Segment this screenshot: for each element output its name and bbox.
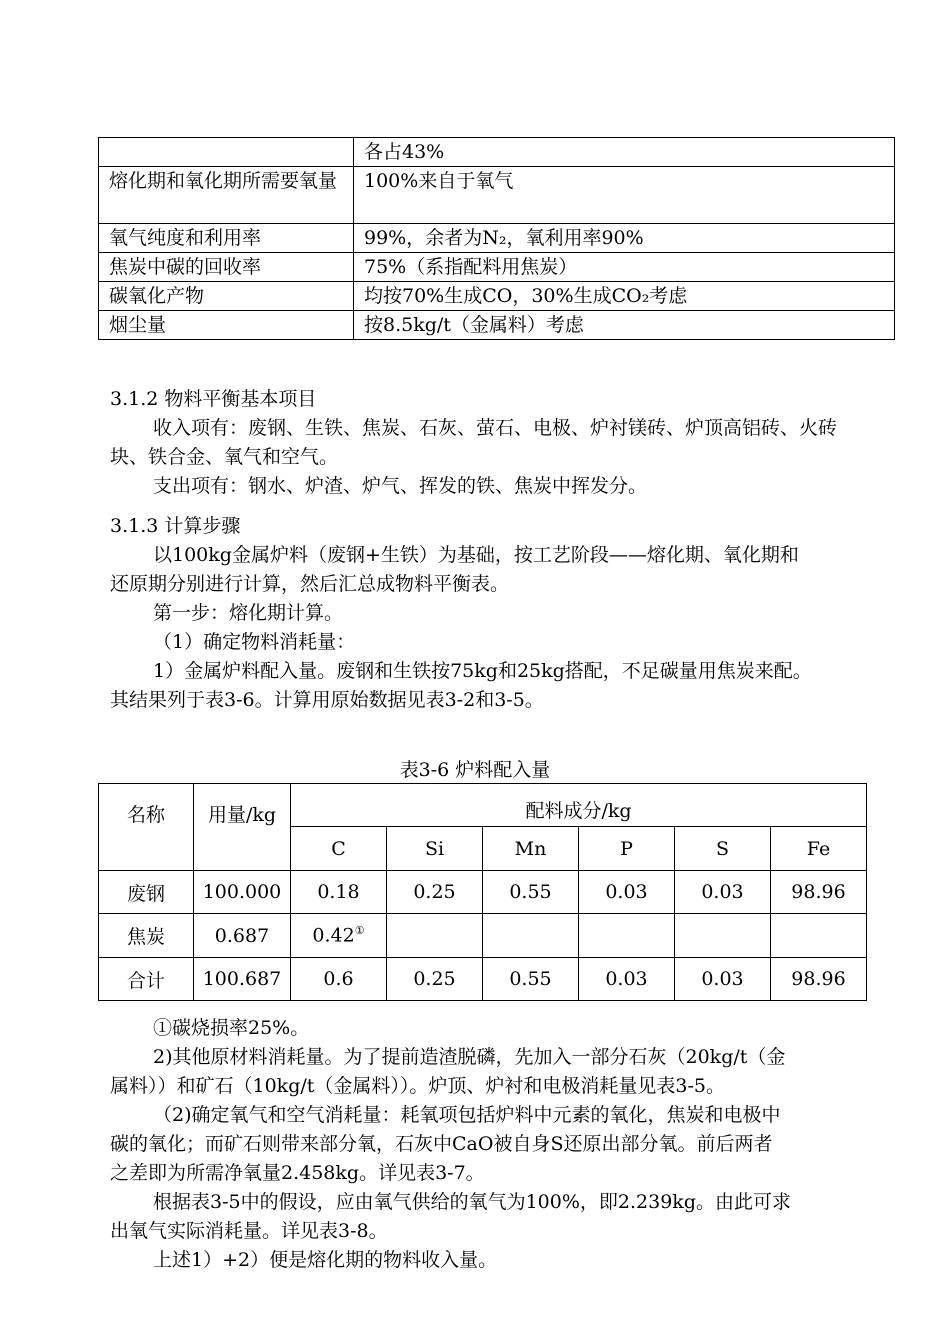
paragraph-assumption-cont: 出氧气实际消耗量。详见表3-8。 [110,1220,388,1242]
paragraph-step-one: 第一步：熔化期计算。 [153,602,344,624]
param-value: 100%来自于氧气 [354,167,895,224]
param-name: 焦炭中碳的回收率 [99,253,354,282]
cell-mn: 0.55 [483,958,579,1001]
paragraph-assumption: 根据表3-5中的假设，应由氧气供给的氧气为100%，即2.239kg。由此可求 [153,1191,791,1213]
section-heading-3-1-3: 3.1.3 计算步骤 [110,515,241,537]
param-value: 均按70%生成CO，30%生成CO₂考虑 [354,282,895,311]
paragraph-income-items-cont: 块、铁合金、氧气和空气。 [110,446,339,468]
cell-fe: 98.96 [771,958,867,1001]
paragraph-metal-charge: 1）金属炉料配入量。废钢和生铁按75kg和25kg搭配，不足碳量用焦炭来配。 [153,660,812,682]
col-header-fe: Fe [771,827,867,871]
paragraph-expense-items: 支出项有：钢水、炉渣、炉气、挥发的铁、焦炭中挥发分。 [153,475,648,497]
cell-si: 0.25 [387,958,483,1001]
param-value: 75%（系指配料用焦炭） [354,253,895,282]
cell-s: 0.03 [675,958,771,1001]
cell-c: 0.18 [291,871,387,914]
cell-mn: 0.55 [483,871,579,914]
table-row [99,914,867,958]
cell-s: 0.03 [675,871,771,914]
table-caption: 表3-6 炉料配入量 [399,759,551,781]
row-amount: 100.000 [194,871,291,914]
param-value: 各占43% [354,138,895,167]
header-name: 名称 [99,784,194,871]
param-name: 碳氧化产物 [99,282,354,311]
paragraph-other-materials-cont: 属料））和矿石（10kg/t（金属料））。炉顶、炉衬和电极消耗量见表3-5。 [110,1075,725,1097]
footnote-mark: ① [354,924,365,938]
cell-si: 0.25 [387,871,483,914]
row-amount: 100.687 [194,958,291,1001]
cell-p: 0.03 [579,871,675,914]
paragraph-basis: 以100kg金属炉料（废钢+生铁）为基础，按工艺阶段——熔化期、氧化期和 [153,544,799,566]
col-header-c: C [291,827,387,871]
param-name [99,138,354,167]
param-value: 99%，余者为N₂，氧利用率90% [354,224,895,253]
col-header-mn: Mn [483,827,579,871]
paragraph-summary: 上述1）+2）便是熔化期的物料收入量。 [153,1249,498,1271]
row-name: 焦炭 [99,914,194,958]
header-amount: 用量/kg [194,784,291,871]
param-value: 按8.5kg/t（金属料）考虑 [354,311,895,340]
col-header-p: P [579,827,675,871]
footnote: ①碳烧损率25%。 [153,1017,310,1039]
section-heading-3-1-2: 3.1.2 物料平衡基本项目 [110,388,317,410]
cell-c [291,914,387,958]
col-header-si: Si [387,827,483,871]
param-name: 氧气纯度和利用率 [99,224,354,253]
cell-mn [483,914,579,958]
col-header-s: S [675,827,771,871]
cell-s [675,914,771,958]
paragraph-basis-cont: 还原期分别进行计算，然后汇总成物料平衡表。 [110,573,510,595]
row-name: 废钢 [99,871,194,914]
cell-si [387,914,483,958]
paragraph-determine-consumption: （1）确定物料消耗量： [153,631,356,653]
param-name: 熔化期和氧化期所需要氧量 [99,167,354,224]
table-row [99,958,867,1001]
paragraph-oxygen: （2)确定氧气和空气消耗量：耗氧项包括炉料中元素的氧化，焦炭和电极中 [153,1104,781,1126]
paragraph-oxygen-cont2: 之差即为所需净氧量2.458kg。详见表3-7。 [110,1162,485,1184]
cell-p: 0.03 [579,958,675,1001]
paragraph-income-items: 收入项有：废钢、生铁、焦炭、石灰、萤石、电极、炉衬镁砖、炉顶高铝砖、火砖 [153,417,838,439]
paragraph-other-materials: 2)其他原材料消耗量。为了提前造渣脱磷，先加入一部分石灰（20kg/t（金 [153,1046,786,1068]
header-composition: 配料成分/kg [291,784,867,827]
cell-p [579,914,675,958]
row-name: 合计 [99,958,194,1001]
param-name: 烟尘量 [99,311,354,340]
paragraph-oxygen-cont: 碳的氧化；而矿石则带来部分氧，石灰中CaO被自身S还原出部分氧。前后两者 [110,1133,773,1155]
parameter-table [98,137,895,340]
table-row [99,871,867,914]
cell-c-value: 0.42 [312,924,355,947]
cell-fe [771,914,867,958]
row-amount: 0.687 [194,914,291,958]
charge-table [98,783,867,1001]
paragraph-metal-charge-cont: 其结果列于表3-6。计算用原始数据见表3-2和3-5。 [110,689,544,711]
cell-c: 0.6 [291,958,387,1001]
cell-fe: 98.96 [771,871,867,914]
